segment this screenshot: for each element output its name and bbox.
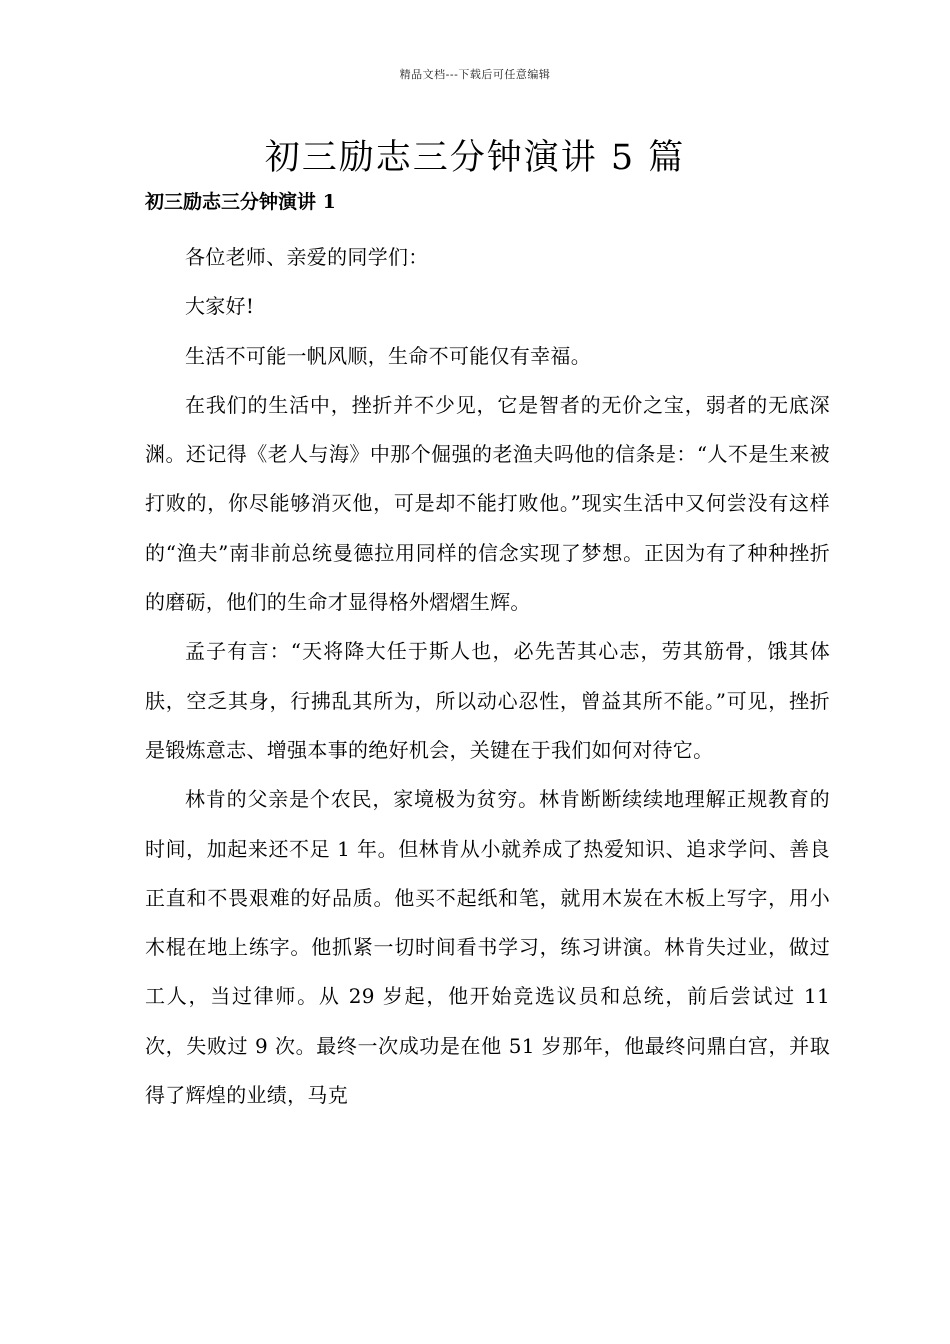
paragraph-hello: 大家好! [185, 294, 255, 319]
paragraph-old-man-and-sea: 在我们的生活中，挫折并不少见，它是智者的无价之宝，弱者的无底深渊。还记得《老人与海》中那个倔强的老渔夫吗他的信条是：“人不是生来被打败的，你尽能够消灭他，可是却不能打败他。”现实生活中又何尝没有这样的“渔夫”南非前总统曼德拉用同样的信念实现了梦想。正因为有了种种挫折的磨砺，他们的生命才显得格外熠熠生辉。 [145, 392, 830, 615]
paragraph-mencius: 孟子有言：“天将降大任于斯人也，必先苦其心志，劳其筋骨，饿其体肤，空乏其身，行拂乱其所为，所以动心忍性，曾益其所不能。”可见，挫折是锻炼意志、增强本事的绝好机会，关键在于我们如何对待它。 [145, 639, 830, 762]
document-body [145, 233, 830, 1120]
paragraph-lincoln: 林肯的父亲是个农民，家境极为贫穷。林肯断断续续地理解正规教育的时间，加起来还不足 1 年。但林肯从小就养成了热爱知识、追求学问、善良正直和不畏艰难的好品质。他买不起纸和笔，就用木炭在木板上写字，用小木棍在地上练字。他抓紧一切时间看书学习，练习讲演。林肯失过业，做过工人，当过律师。从 29 岁起，他开始竞选议员和总统，前后尝试过 11 次，失败过 9 次。最终一次成功是在他 51 岁那年，他最终问鼎白宫，并取得了辉煌的业绩，马克 [145, 787, 830, 1108]
document-title: 初三励志三分钟演讲 5 篇 [264, 138, 686, 178]
header-note: 精品文档---下载后可任意编辑 [399, 68, 551, 81]
paragraph-greeting: 各位老师、亲爱的同学们： [185, 245, 429, 269]
section-heading: 初三励志三分钟演讲 1 [145, 191, 336, 213]
paragraph-intro: 生活不可能一帆风顺，生命不可能仅有幸福。 [185, 343, 591, 368]
